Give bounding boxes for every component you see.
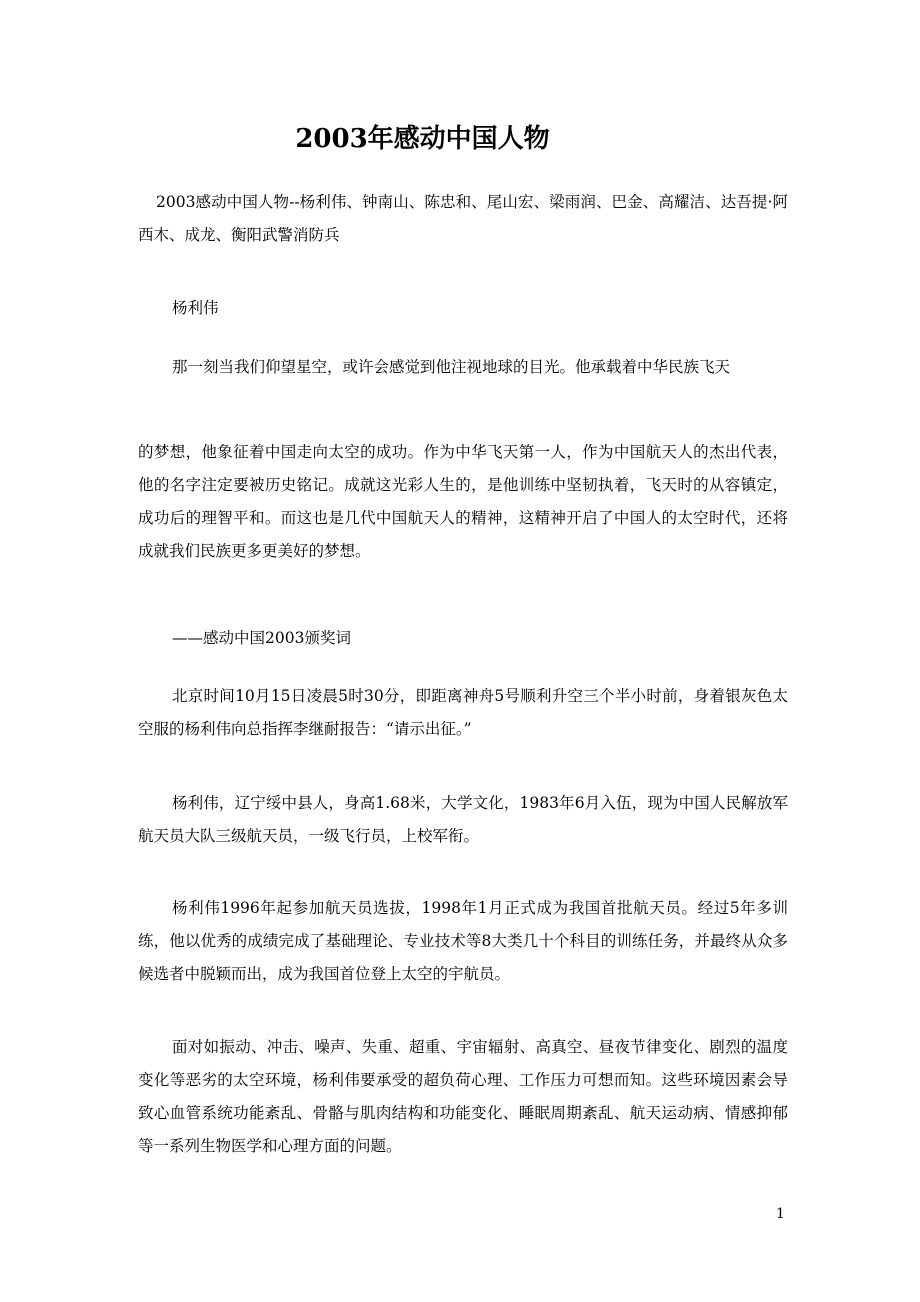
person-heading: 杨利伟 bbox=[172, 299, 219, 317]
page-number: 1 bbox=[776, 1206, 785, 1222]
award-citation-body: 的梦想，他象征着中国走向太空的成功。作为中华飞天第一人，作为中国航天人的杰出代表，他的名字注定要被历史铭记。成就这光彩人生的，是他训练中坚韧执着，飞天时的从容镇定，成功后的理智平和。而这也是几代中国航天人的精神，这精神开启了中国人的太空时代，还将成就我们民族更多更美好的梦想。 bbox=[138, 443, 788, 560]
document-title: 2003年感动中国人物 bbox=[295, 124, 550, 154]
award-citation-first-line: 那一刻当我们仰望星空，或许会感觉到他注视地球的目光。他承载着中华民族飞天 bbox=[172, 358, 731, 376]
selection-training-paragraph: 杨利伟1996年起参加航天员选拔，1998年1月正式成为我国首批航天员。经过5年多训练，他以优秀的成绩完成了基础理论、专业技术等8大类几十个科目的训练任务，并最终从众多候选者中脱颖而出，成为我国首位登上太空的宇航员。 bbox=[138, 899, 788, 983]
citation-source: ——感动中国2003颁奖词 bbox=[172, 629, 351, 647]
biography-paragraph: 杨利伟，辽宁绥中县人，身高1.68米，大学文化，1983年6月入伍，现为中国人民解放军航天员大队三级航天员，一级飞行员，上校军衔。 bbox=[138, 794, 788, 845]
space-environment-paragraph: 面对如振动、冲击、噪声、失重、超重、宇宙辐射、高真空、昼夜节律变化、剧烈的温度变化等恶劣的太空环境，杨利伟要承受的超负荷心理、工作压力可想而知。这些环境因素会导致心血管系统功能紊乱、骨骼与肌肉结构和功能变化、睡眠周期紊乱、航天运动病、情感抑郁等一系列生物医学和心理方面的问题。 bbox=[138, 1038, 788, 1155]
intro-paragraph: 2003感动中国人物--杨利伟、钟南山、陈忠和、尾山宏、梁雨润、巴金、高耀洁、达吾提·阿西木、成龙、衡阳武警消防兵 bbox=[138, 193, 788, 244]
launch-report-paragraph: 北京时间10月15日凌晨5时30分，即距离神舟5号顺利升空三个半小时前，身着银灰色太空服的杨利伟向总指挥李继耐报告：“请示出征。” bbox=[138, 687, 788, 738]
